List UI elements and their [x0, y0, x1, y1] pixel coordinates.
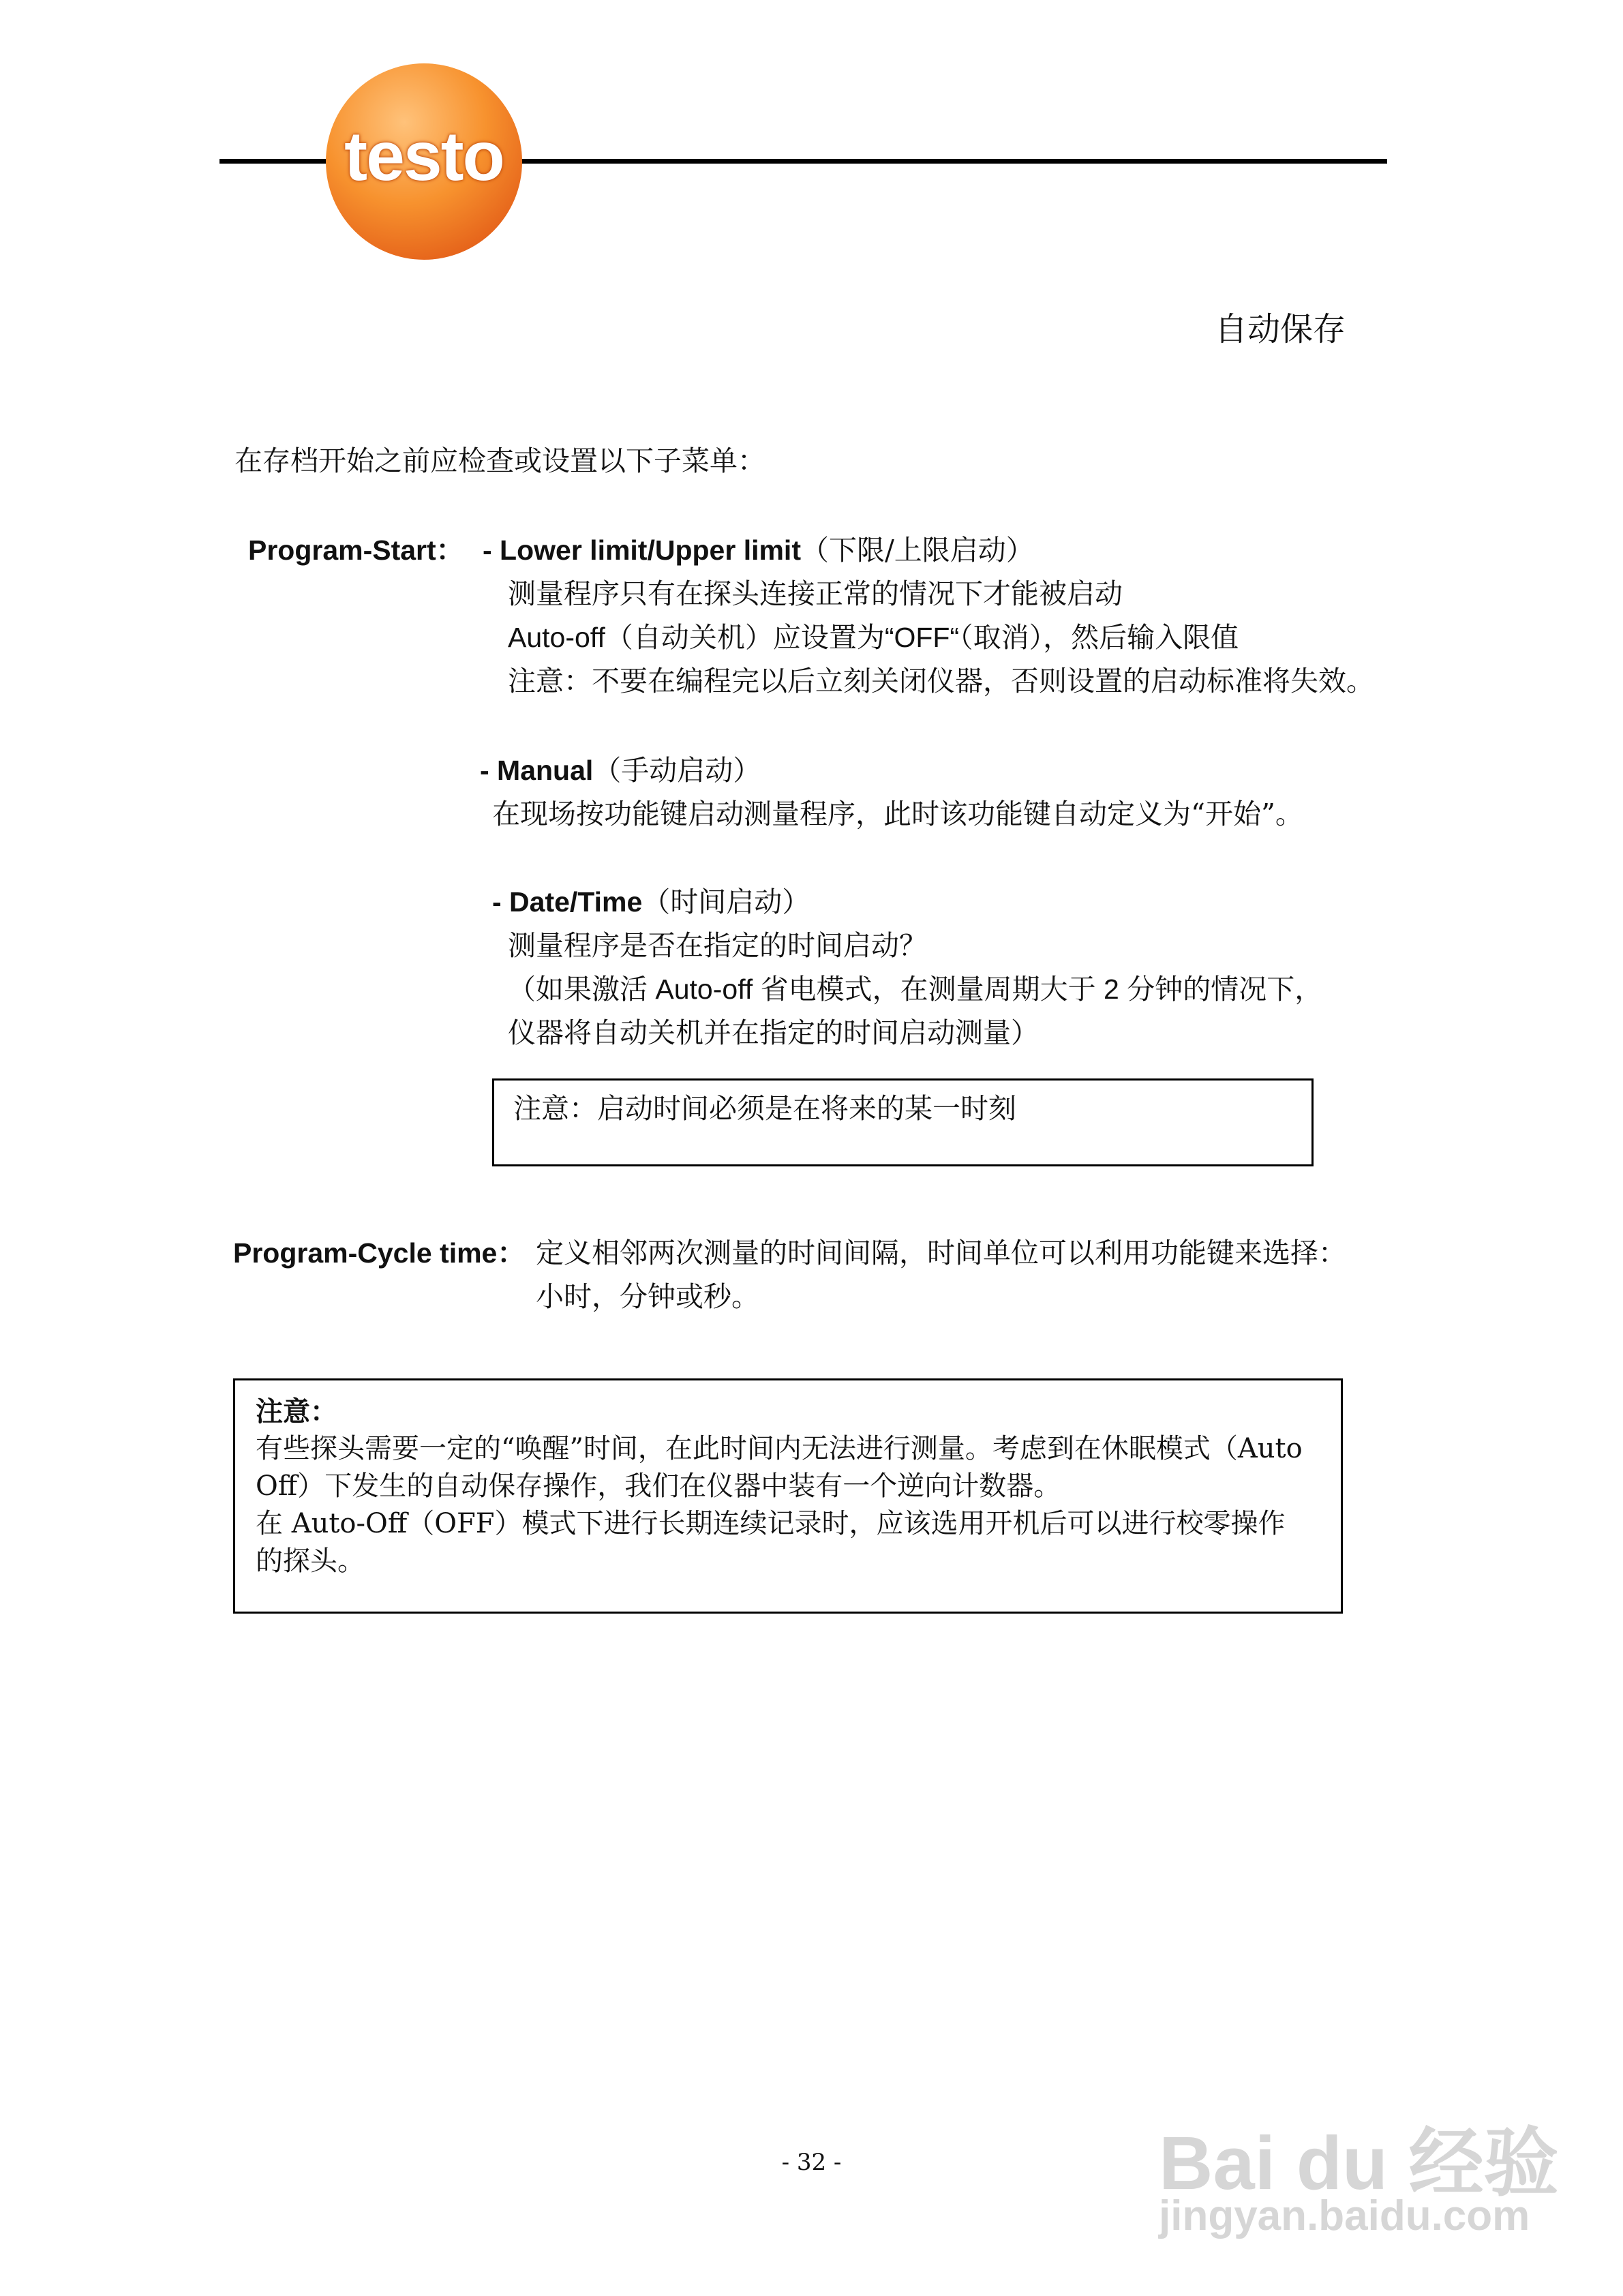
limit-line-1: 测量程序只有在探头连接正常的情况下才能被启动: [508, 577, 1123, 610]
datetime-note: 注意：启动时间必须是在将来的某一时刻: [513, 1092, 1016, 1125]
cycle-time-label: Program-Cycle time：: [233, 1237, 526, 1269]
section-title: 自动保存: [1215, 310, 1346, 348]
header-rule-right: [518, 159, 1387, 164]
baidu-watermark-url: jingyan.baidu.com: [1159, 2192, 1530, 2239]
datetime-line-3: 仪器将自动关机并在指定的时间启动测量）: [508, 1016, 1039, 1049]
datetime-line-1: 测量程序是否在指定的时间启动？: [508, 929, 927, 962]
manual-title-cn: （手动启动）: [593, 754, 761, 787]
baidu-watermark-brand: Bai du 经验: [1159, 2121, 1559, 2205]
datetime-line-2: （如果激活 Auto-off 省电模式，在测量周期大于 2 分钟的情况下，: [508, 973, 1323, 1005]
header-rule-left: [219, 159, 329, 164]
limit-heading: [483, 534, 1034, 567]
datetime-note-box: [492, 1078, 1314, 1166]
cycle-time-line-2: 小时，分钟或秒。: [536, 1280, 759, 1313]
manual-line-1: 在现场按功能键启动测量程序，此时该功能键自动定义为“开始”。: [492, 798, 1303, 830]
note-line-2: Off）下发生的自动保存操作，我们在仪器中装有一个逆向计数器。: [256, 1470, 1061, 1502]
limit-title: - Lower limit/Upper limit: [483, 534, 801, 566]
manual-heading: [480, 754, 761, 787]
note-box: [233, 1378, 1343, 1614]
program-start-label: Program-Start：: [248, 534, 464, 566]
manual-title: - Manual: [480, 755, 594, 786]
note-title: 注意：: [256, 1395, 337, 1428]
limit-line-2: Auto-off（自动关机）应设置为“OFF“（取消），然后输入限值: [508, 622, 1239, 653]
note-line-4: 的探头。: [256, 1545, 365, 1577]
datetime-heading: [492, 886, 810, 919]
datetime-title-cn: （时间启动）: [642, 886, 810, 918]
limit-title-cn: （下限/上限启动）: [800, 534, 1034, 567]
page-number: - 32 -: [781, 2149, 842, 2176]
note-line-3: 在 Auto-Off（OFF）模式下进行长期连续记录时，应该选用开机后可以进行校零操作: [256, 1508, 1286, 1539]
cycle-time-line-1: 定义相邻两次测量的时间间隔，时间单位可以利用功能键来选择：: [536, 1237, 1346, 1269]
intro-text: 在存档开始之前应检查或设置以下子菜单：: [234, 444, 765, 477]
note-line-1: 有些探头需要一定的“唤醒”时间，在此时间内无法进行测量。考虑到在休眠模式（Auto: [256, 1433, 1303, 1464]
testo-logo: testo: [326, 63, 522, 260]
limit-line-3: 注意：不要在编程完以后立刻关闭仪器，否则设置的启动标准将失效。: [508, 665, 1374, 697]
datetime-title: - Date/Time: [492, 886, 643, 918]
